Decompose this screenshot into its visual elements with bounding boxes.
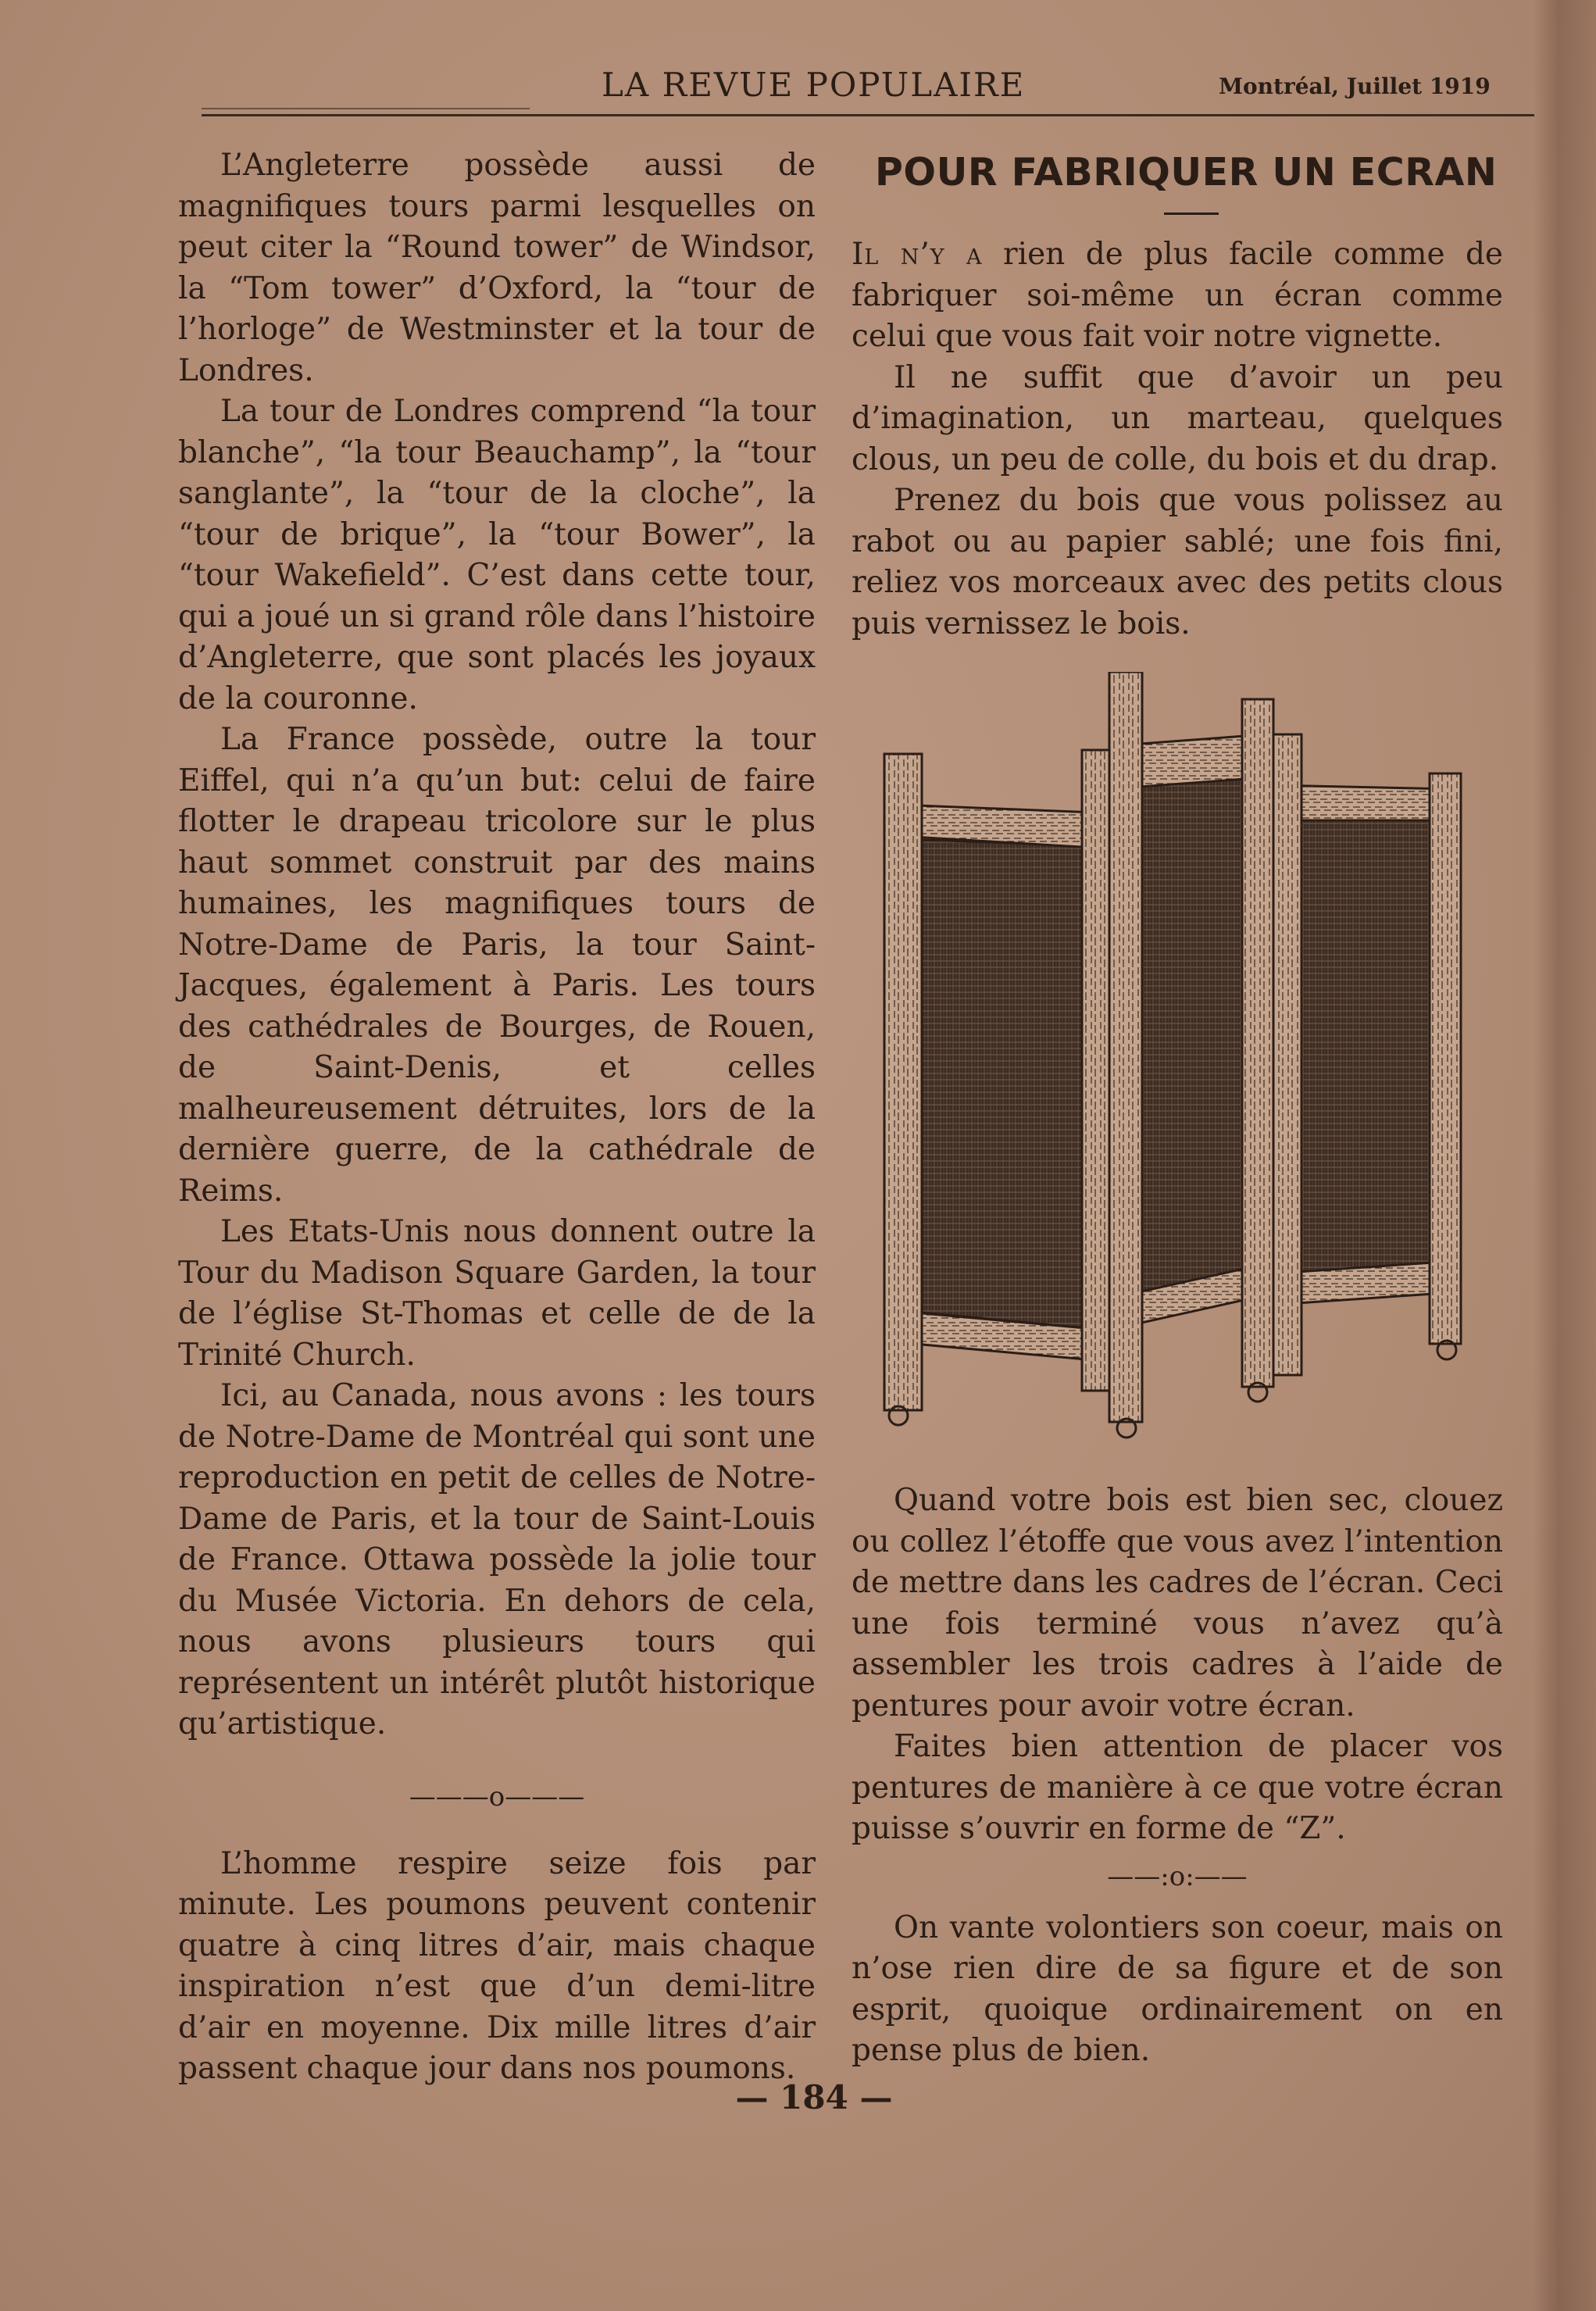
- paragraph-london: La tour de Londres comprend “la tour blanche”, “la tour Beauchamp”, la “tour sanglante”, la “tour de la cloche”, la “tour de brique”, la “tour Bower”, la “tour Wakefield”. C’est dans cette tour, qui a joué un si grand rôle dans l’histoire d’Angleterre, que sont placés les joyaux de la couronne.: [178, 394, 816, 716]
- header-rule: [202, 114, 1534, 116]
- article-paragraph-wood: Prenez du bois que vous polissez au rabot ou au papier sablé; une fois fini, reliez vos morceaux avec des petits clous puis vernissez le bois.: [852, 483, 1503, 641]
- page-number: — 184 —: [735, 2078, 893, 2116]
- left-column: [178, 145, 816, 2090]
- page-spine-shadow: [1534, 0, 1596, 2311]
- paragraph-canada: Ici, au Canada, nous avons : les tours de Notre-Dame de Montréal qui sont une reproduction en petit de celles de Notre-Dame de Paris, et la tour de Saint-Louis de France. Ottawa possède la jolie tour du Musée Victoria. En dehors de cela, nous avons plusieurs tours qui représentent un intérêt plutôt historique qu’artistique.: [178, 1378, 816, 1741]
- lead-rest: rien de plus facile comme de fabriquer soi-même un écran comme celui que vous fait voir notre vignette.: [852, 237, 1503, 354]
- article-lead: [852, 234, 1503, 358]
- middle-panel-fabric: [1141, 773, 1258, 1297]
- article-assembly: [852, 1481, 1503, 2072]
- article-paragraph-fabric: Quand votre bois est bien sec, clouez ou collez l’étoffe que vous avez l’intention de mettre dans les cadres de l’écran. Ceci une fois terminé vous n’avez qu’à assembler les trois cadres à l’aide de pentures pour avoir votre écran.: [852, 1483, 1503, 1723]
- left-panel-outer-post: [884, 754, 922, 1410]
- lead-caps: Il n’y a: [852, 237, 983, 272]
- paragraph-usa: Les Etats-Unis nous donnent outre la Tour du Madison Square Garden, la tour de l’église St-Thomas et celle de de la Trinité Church.: [178, 1214, 816, 1373]
- middle-panel-left-post: [1109, 672, 1142, 1422]
- header-rule-left: [202, 108, 530, 109]
- filler-heart: On vante volontiers son coeur, mais on n’ose rien dire de sa figure et de son esprit, quoique ordinairement on en pense plus de bien.: [852, 1909, 1503, 2068]
- folding-screen-illustration: [883, 672, 1476, 1445]
- filler-breathing: L’homme respire seize fois par minute. Les poumons peuvent contenir quatre à cinq litres d’air, mais chaque inspiration n’est que d’un demi-litre d’air en moyenne. Dix mille litres d’air passent chaque jour dans nos poumons.: [178, 1845, 816, 2086]
- article-paragraph-materials: Il ne suffit que d’avoir un peu d’imagination, un marteau, quelques clous, un peu de colle, du bois et du drap.: [852, 359, 1503, 477]
- article-title: POUR FABRIQUER UN ECRAN: [875, 150, 1498, 195]
- left-panel-fabric: [922, 840, 1086, 1328]
- magazine-title: LA REVUE POPULAIRE: [602, 66, 1026, 104]
- article-intro: [852, 234, 1503, 645]
- issue-date: Montréal, Juillet 1919: [1219, 73, 1491, 99]
- paragraph-england: L’Angleterre possède aussi de magnifiques tours parmi lesquelles on peut citer la “Round tower” de Windsor, la “Tom tower” d’Oxford, la “tour de l’horloge” de Westminster et la tour de Londres.: [178, 148, 816, 388]
- right-panel-outer-post: [1430, 773, 1461, 1344]
- title-rule: [1164, 213, 1219, 215]
- right-separator: ——:o:——: [1107, 1860, 1248, 1892]
- paragraph-france: La France possède, outre la tour Eiffel, qui n’a qu’un but: celui de faire flotter le drapeau tricolore sur le plus haut sommet construit par des mains humaines, les magnifiques tours de Notre-Dame de Paris, la tour Saint-Jacques, également à Paris. Les tours des cathédrales de Bourges, de Rouen, de Saint-Denis, et celles malheureusement détruites, lors de la dernière guerre, de la cathédrale de Reims.: [178, 722, 816, 1209]
- right-panel-inner-post: [1273, 734, 1301, 1375]
- right-panel-fabric: [1289, 816, 1445, 1277]
- article-paragraph-hinges: Faites bien attention de placer vos pentures de manière à ce que votre écran puisse s’ouvrir en forme de “Z”.: [852, 1729, 1503, 1846]
- middle-panel-right-post: [1242, 699, 1273, 1387]
- left-separator: ———o———: [409, 1781, 585, 1813]
